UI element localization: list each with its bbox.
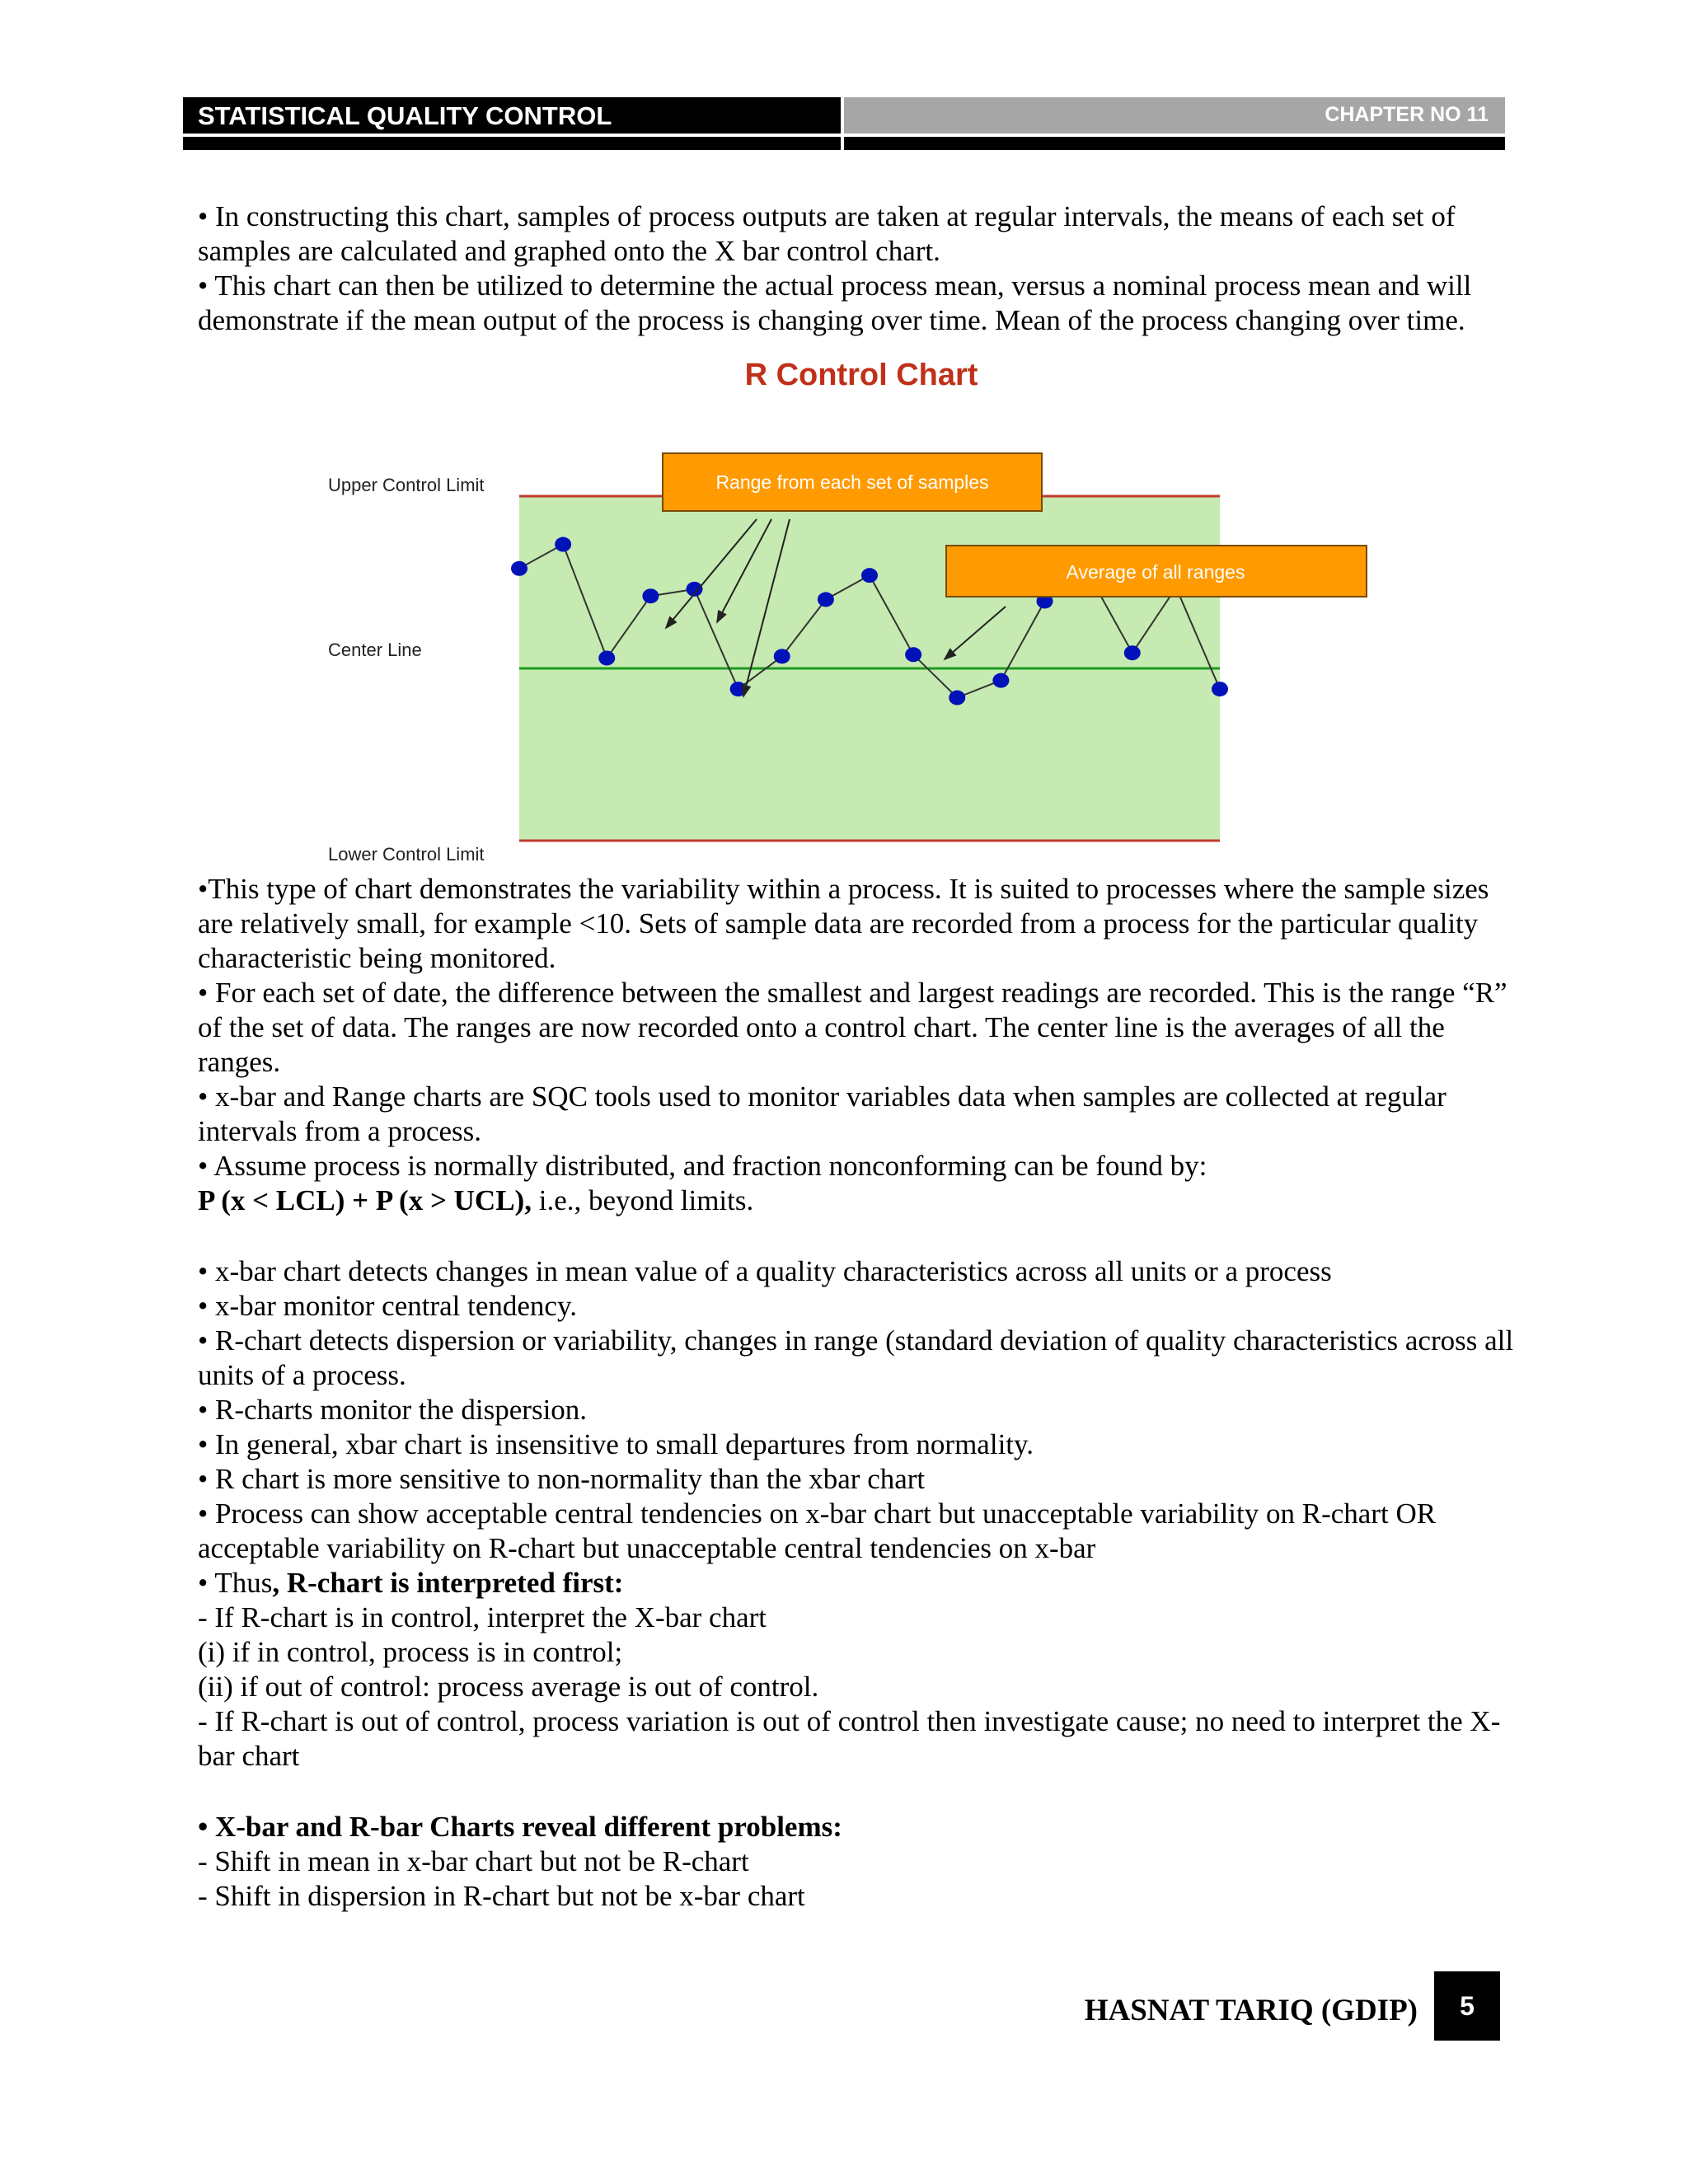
data-point-10 (905, 647, 921, 662)
footer-author: HASNAT TARIQ (GDIP) (1084, 1994, 1418, 2027)
final-heading: • X-bar and R-bar Charts reveal different problems: (198, 1811, 842, 1843)
data-point-17 (1212, 682, 1228, 696)
data-point-4 (642, 588, 659, 603)
header-title: STATISTICAL QUALITY CONTROL (183, 97, 841, 134)
ucl-label: Upper Control Limit (328, 475, 485, 495)
after-chart-section (198, 872, 1517, 1218)
bullet-12: - If R-chart is out of control, process variation is out of control then investigate cause; no need to interpret the X-bar chart (198, 1705, 1501, 1772)
chart-title: R Control Chart (744, 363, 978, 392)
bullet-5: • In general, xbar chart is insensitive to small departures from normality. (198, 1428, 1034, 1460)
formula-line (198, 1183, 1517, 1218)
data-point-15 (1124, 645, 1141, 660)
after-chart-paragraph-4: • Assume process is normally distributed, and fraction nonconforming can be found by: (198, 1150, 1207, 1182)
r-control-chart (321, 363, 1376, 874)
formula-rest: i.e., beyond limits. (531, 1184, 754, 1216)
final-line-2: - Shift in dispersion in R-chart but not be x-bar chart (198, 1880, 805, 1912)
data-point-11 (949, 691, 965, 705)
page-header (183, 97, 1505, 134)
intro-paragraph-1: • In constructing this chart, samples of process outputs are taken at regular intervals, the means of each set of samples are calculated and graphed onto the X bar control chart. (198, 200, 1456, 267)
bullet-10: (i) if in control, process is in control; (198, 1636, 623, 1668)
after-chart-paragraph-3: • x-bar and Range charts are SQC tools used to monitor variables data when samples are collected at regular intervals from a process. (198, 1080, 1447, 1147)
data-point-2 (555, 537, 571, 552)
callout-range-label: Range from each set of samples (715, 471, 989, 493)
bullet-8-bold: , R-chart is interpreted first: (272, 1567, 624, 1599)
header-rule-gap (841, 137, 844, 150)
bullet-6: • R chart is more sensitive to non-normality than the xbar chart (198, 1463, 926, 1495)
r-control-chart-svg (321, 363, 1376, 874)
formula-bold: P (x < LCL) + P (x > UCL), (198, 1184, 532, 1216)
callout-average-label: Average of all ranges (1066, 561, 1245, 583)
bullet-3: • R-chart detects dispersion or variability, changes in range (standard deviation of quality characteristics across all units of a process. (198, 1324, 1514, 1391)
bullet-9: - If R-chart is in control, interpret the X-bar chart (198, 1601, 767, 1633)
bullet-8-prefix: • Thus (198, 1567, 273, 1599)
bullet-1: • x-bar chart detects changes in mean value of a quality characteristics across all units or a process (198, 1255, 1332, 1287)
data-point-1 (511, 561, 528, 576)
center-line-label: Center Line (328, 640, 422, 660)
bullet-4: • R-charts monitor the dispersion. (198, 1394, 588, 1426)
data-point-12 (992, 673, 1009, 688)
final-section (198, 1810, 1517, 1914)
bullet-7: • Process can show acceptable central tendencies on x-bar chart but unacceptable variability on R-chart OR acceptable variability on R-chart but unacceptable central tendencies on x-bar (198, 1497, 1437, 1564)
data-point-7 (774, 649, 790, 663)
bullet-2: • x-bar monitor central tendency. (198, 1290, 577, 1322)
data-point-3 (598, 650, 615, 665)
intro-paragraph-2: • This chart can then be utilized to determine the actual process mean, versus a nominal process mean and will demonstrate if the mean output of the process is changing over time. Mean of the process changing over time. (198, 269, 1472, 336)
bullets-section (198, 1254, 1517, 1774)
data-point-9 (861, 568, 878, 583)
page-number: 5 (1434, 1971, 1500, 2041)
final-line-1: - Shift in mean in x-bar chart but not be R-chart (198, 1845, 749, 1877)
intro-section (198, 199, 1517, 338)
data-point-8 (818, 592, 834, 607)
after-chart-paragraph-2: • For each set of date, the difference between the smallest and largest readings are recorded. This is the range “R” of the set of data. The ranges are now recorded onto a control chart. The center line is the averages of all the ranges. (198, 977, 1507, 1078)
bullet-8 (198, 1566, 1517, 1601)
header-chapter: CHAPTER NO 11 (844, 97, 1505, 134)
header-rule (183, 137, 1505, 150)
bullet-11: (ii) if out of control: process average is out of control. (198, 1671, 819, 1703)
lcl-label: Lower Control Limit (328, 844, 485, 865)
after-chart-paragraph-1: •This type of chart demonstrates the variability within a process. It is suited to processes where the sample sizes are relatively small, for example <10. Sets of sample data are recorded from a process for the particular quality characteristic being monitored. (198, 873, 1489, 974)
